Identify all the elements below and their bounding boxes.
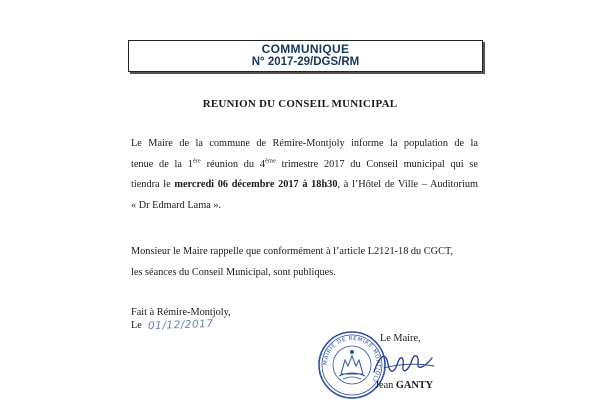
superscript: ème: [265, 157, 276, 165]
signer-name: [375, 380, 433, 391]
text-run: réunion du 4: [200, 158, 265, 170]
communique-reference: N° 2017-29/DGS/RM: [251, 56, 360, 68]
public-session-paragraph: [131, 242, 478, 283]
text-run: tiendra le: [131, 179, 175, 190]
paragraph-line: Le Maire de la commune de Rémire-Montjoly informe la population de la: [131, 138, 478, 149]
text-run: , à l’Hôtel de Ville – Auditorium: [337, 179, 479, 190]
paragraph-line: Monsieur le Maire rappelle que conformément à l’article L2121-18 du CGCT,: [131, 246, 454, 257]
text-run: tenue de la 1: [131, 158, 193, 170]
handwritten-signature-icon: [370, 348, 440, 380]
meeting-title: REUNION DU CONSEIL MUNICIPAL: [202, 98, 398, 110]
paragraph-line: « Dr Edmard Lama ».: [131, 199, 222, 211]
date-prefix: Le: [131, 320, 142, 331]
communique-header-box: [128, 40, 483, 72]
signer-role: Le Maire,: [380, 333, 421, 344]
paragraph-line: [131, 155, 478, 176]
handwritten-date: 01/12/2017: [148, 317, 215, 333]
date-line: [131, 319, 214, 332]
superscript: ère: [192, 157, 201, 165]
paragraph-line: [131, 175, 478, 196]
meeting-date-time: mercredi 06 décembre 2017 à 18h30: [174, 179, 338, 190]
signer-first-name: Jean: [375, 380, 394, 391]
paragraph-line: les séances du Conseil Municipal, sont publiques.: [131, 266, 336, 278]
communique-title: COMMUNIQUE: [261, 42, 350, 56]
announcement-paragraph: [131, 134, 478, 216]
seal-text: MAIRIE DE RÉMIRE-MONTJOLY: [322, 335, 382, 384]
text-run: trimestre 2017 du Conseil municipal qui se: [275, 158, 478, 170]
place-line: Fait à Rémire-Montjoly,: [131, 307, 231, 318]
signer-last-name: GANTY: [395, 380, 434, 391]
